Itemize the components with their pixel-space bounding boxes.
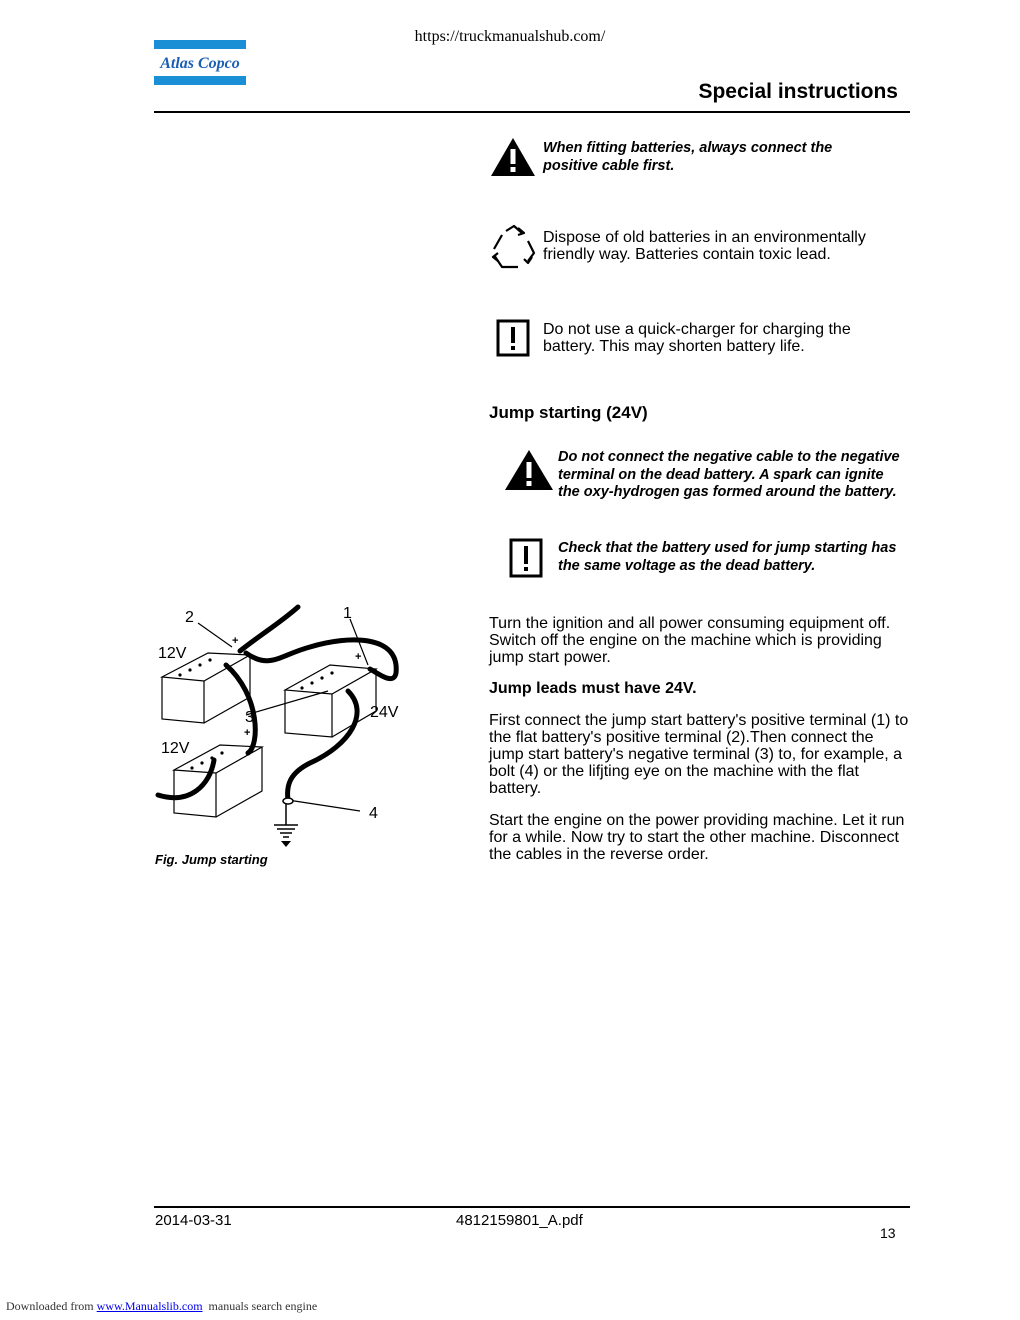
footer-rule — [154, 1206, 910, 1208]
download-prefix: Downloaded from — [6, 1299, 97, 1313]
figure-label-12v-upper: 12V — [158, 645, 187, 662]
svg-text:+: + — [355, 651, 362, 663]
caution-exclamation-icon — [509, 538, 543, 578]
download-suffix: manuals search engine — [202, 1299, 318, 1313]
figure-label-1: 1 — [343, 605, 352, 622]
svg-text:+: + — [244, 727, 251, 739]
header-rule — [154, 111, 910, 113]
figure-label-12v-lower: 12V — [161, 740, 190, 757]
section-title: Special instructions — [698, 80, 898, 103]
jump-starting-heading: Jump starting (24V) — [489, 403, 648, 422]
warning-negative-cable: Do not connect the negative cable to the negative terminal on the dead battery. A spark can ignite the oxy-hydrogen gas formed around the battery. — [558, 449, 900, 500]
footer-document-id: 4812159801_A.pdf — [456, 1212, 583, 1229]
check-voltage-note: Check that the battery used for jump starting has the same voltage as the dead battery. — [558, 540, 897, 574]
footer-date: 2014-03-31 — [155, 1212, 232, 1229]
atlas-copco-logo — [154, 40, 246, 86]
instruction-paragraph-1: Turn the ignition and all power consuming equipment off. Switch off the engine on the machine which is providing jump start power. — [489, 615, 891, 666]
warning-triangle-icon — [503, 448, 555, 492]
source-url: https://truckmanualshub.com/ — [414, 28, 606, 45]
figure-label-4: 4 — [369, 805, 378, 822]
manualslib-link[interactable]: www.Manualslib.com — [96, 1299, 203, 1313]
warning-positive-cable: When fitting batteries, always connect the positive cable first. — [543, 140, 833, 174]
figure-label-3: 3 — [245, 709, 254, 726]
jump-leads-requirement: Jump leads must have 24V. — [489, 680, 697, 697]
jump-starting-diagram — [150, 595, 430, 855]
caution-exclamation-icon — [496, 319, 530, 357]
warning-triangle-icon — [489, 136, 537, 178]
instruction-paragraph-3: Start the engine on the power providing machine. Let it run for a while. Now try to start the other machine. Disconnect the cables in the reverse order. — [489, 812, 905, 863]
dispose-note: Dispose of old batteries in an environmentally friendly way. Batteries contain toxic lead. — [543, 229, 866, 263]
brand-wordmark: Atlas Copco — [160, 55, 240, 72]
figure-caption: Fig. Jump starting — [155, 852, 268, 867]
quick-charger-note: Do not use a quick-charger for charging the battery. This may shorten battery life. — [543, 321, 851, 355]
instruction-paragraph-2: First connect the jump start battery's positive terminal (1) to the flat battery's positive terminal (2).Then connect the jump start battery's negative terminal (3) to, for example, a bolt (4) or the lifjting eye on the machine with the flat battery. — [489, 712, 909, 797]
figure-label-2: 2 — [185, 609, 194, 626]
figure-label-24v: 24V — [370, 704, 399, 721]
page-number: 13 — [880, 1225, 896, 1241]
recycle-icon — [488, 223, 540, 271]
download-notice — [6, 1299, 317, 1314]
svg-text:+: + — [232, 635, 239, 647]
